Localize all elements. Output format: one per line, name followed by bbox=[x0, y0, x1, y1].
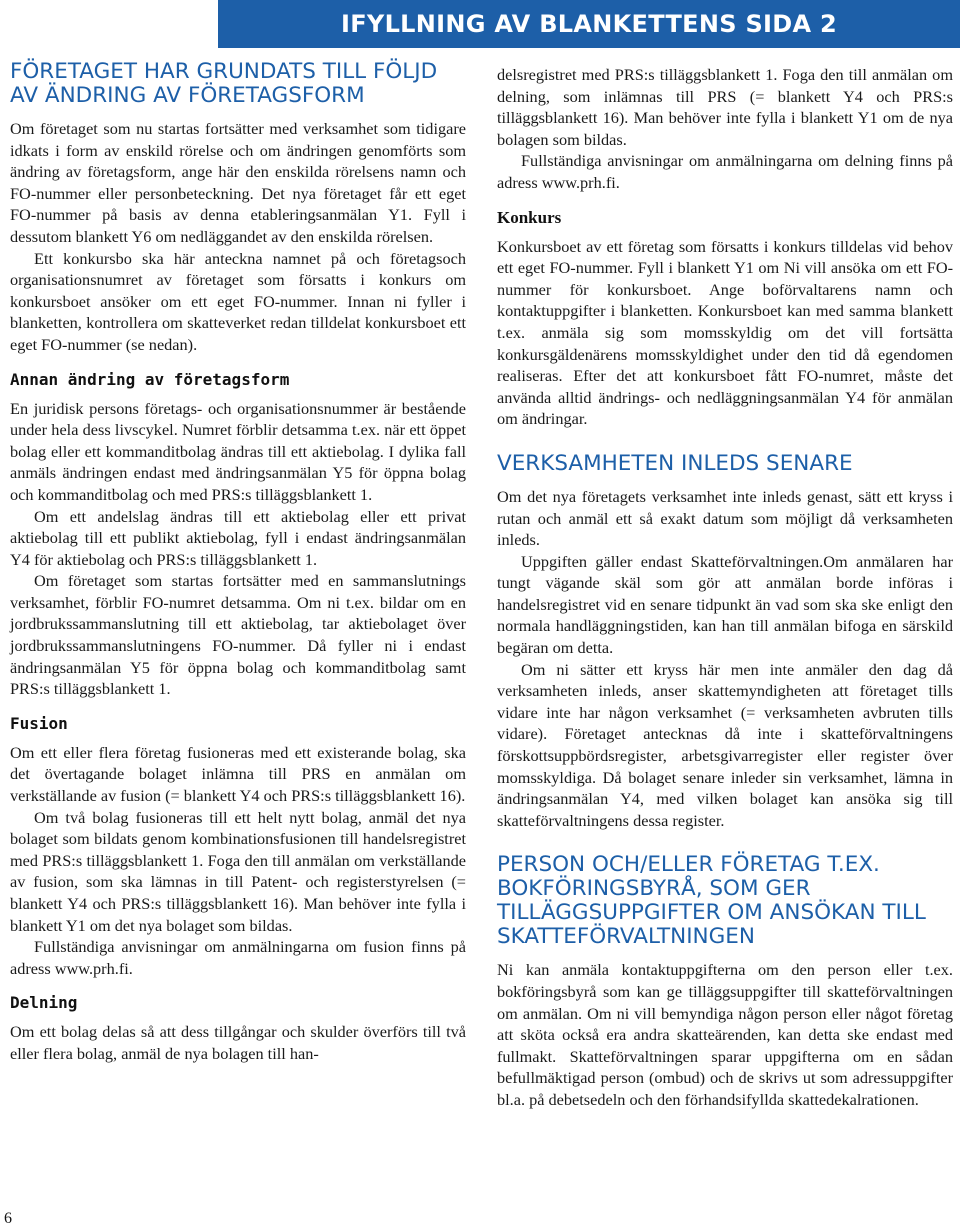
paragraph: Konkursboet av ett företag som försatts i konkurs tilldelas vid behov ett eget FO-nummer. Fyll i blankett Y1 om Ni vill ansöka om ett FO-nummer för konkursboet. Ange boförvaltarens namn och kontaktuppgifter i blanketten. Konkursboet kan med samma blankett t.ex. anmäla sig som momsskyldig om det vill fortsätta konkursgäldenärens momsskyldighet under den tid då egendomen realiseras. Efter det att konkursboet fått FO-numret, måste det använda alltid ändrings- och nedläggningsanmälan Y4 för anmälan om ändringar. bbox=[497, 236, 953, 429]
paragraph: Om det nya företagets verksamhet inte inleds genast, sätt ett kryss i rutan och anmäl ett så exakt datum som möjligt då verksamheten inleds. bbox=[497, 486, 953, 550]
page-header-banner bbox=[218, 0, 960, 48]
paragraph: Uppgiften gäller endast Skatteförvaltningen.Om anmälaren har tungt vägande skäl som gör att anmälan borde införas i handelsregistret vid en senare tidpunkt än vad som ska ske enligt den normala handläggningstiden, kan han till anmälan bifoga en särskild begäran om detta. bbox=[497, 551, 953, 658]
subheading-konkurs: Konkurs bbox=[497, 207, 562, 227]
section-heading-foretagsform: FÖRETAGET HAR GRUNDATS TILL FÖLJD AV ÄNDRING AV FÖRETAGSFORM bbox=[10, 59, 438, 108]
left-column bbox=[10, 60, 466, 1065]
section-heading-person-foretag: PERSON OCH/ELLER FÖRETAG T.EX. BOKFÖRINGSBYRÅ, SOM GER TILLÄGGSUPPGIFTER OM ANSÖKAN TILL SKATTEFÖRVALTNINGEN bbox=[497, 852, 926, 950]
right-column bbox=[497, 64, 953, 1111]
paragraph: Om ni sätter ett kryss här men inte anmäler den dag då verksamheten inleds, anser skattemyndigheten att företaget tills vidare inte har någon verksamhet (= verksamheten avbruten tills vidare). Företaget antecknas då inte i skatteförvaltningens förskottsuppbördsregister, arbetsgivarregister eller register över momsskyldiga. Då bolaget senare inleder sin verksamhet, lämna in ändringsanmälan Y4, med vilken bolaget kan ansöka sig till skatteförvaltningens dessa register. bbox=[497, 659, 953, 830]
subheading-annan-andring: Annan ändring av företagsform bbox=[10, 369, 290, 389]
paragraph: Fullständiga anvisningar om anmälningarna om delning finns på adress www.prh.fi. bbox=[497, 151, 953, 192]
page-number: 6 bbox=[4, 1210, 12, 1227]
paragraph: Om ett andelslag ändras till ett aktiebolag eller ett privat aktiebolag till ett publikt aktiebolag, fyll i endast ändringsanmälan Y4 för aktiebolag och PRS:s tilläggsblankett 1. bbox=[10, 506, 466, 569]
paragraph: delsregistret med PRS:s tilläggsblankett 1. Foga den till anmälan om delning, som inlämnas till PRS (= blankett Y4 och PRS:s tilläggsblankett 16). Man behöver inte fylla i blankett Y1 om de nya bolagen som bildas. bbox=[497, 65, 953, 149]
paragraph: Om företaget som startas fortsätter med en sammanslutnings verksamhet, förblir FO-numret detsamma. Om ni t.ex. bildar om en jordbrukssammanslutning till ett aktiebolag, tar aktiebolaget över jordbrukssammanslutningens FO-nummer. Då fyller ni i endast ändringsanmälan Y5 för öppna bolag och kommanditbolag samt PRS:s tilläggsblankett 1. bbox=[10, 571, 466, 699]
paragraph: Fullständiga anvisningar om anmälningarna om fusion finns på adress www.prh.fi. bbox=[10, 937, 466, 978]
paragraph: En juridisk persons företags- och organisationsnummer är bestående under hela dess livscykel. Numret förblir detsamma t.ex. när ett öppet bolag eller ett kommanditbolag ändras till ett aktiebolag. I dylika fall anmäls ändringen endast med ändringsanmälan Y5 för öppna bolag och kommanditbolag och med PRS:s tilläggsblankett 1. bbox=[10, 398, 466, 504]
paragraph: Om företaget som nu startas fortsätter med verksamhet som tidigare idkats i form av enskild rörelse och om ändringen genomförts som ändring av företagsform, ange här den enskilda rörelsens namn och FO-nummer eller personbeteckning. Det nya företaget får ett eget FO-nummer på basis av denna etableringsanmälan Y1. Fyll i dessutom blankett Y6 om nedläggandet av den enskilda rörelsen. bbox=[10, 119, 466, 246]
paragraph: Om ett bolag delas så att dess tillgångar och skulder överförs till två eller flera bolag, anmäl de nya bolagen till han- bbox=[10, 1022, 466, 1063]
paragraph: Om ett eller flera företag fusioneras med ett existerande bolag, ska det övertagande bolaget inlämna till PRS en anmälan om verkställande av fusion (= blankett Y4 och PRS:s tilläggsblankett 16). bbox=[10, 742, 466, 806]
paragraph: Om två bolag fusioneras till ett helt nytt bolag, anmäl det nya bolaget som bildats genom kombinationsfusionen till handelsregistret med PRS:s tilläggsblankett 1. Foga den till anmälan om verkställande av fusion, som ska lämnas in till Patent- och registerstyrelsen (= blankett Y4 och PRS:s tilläggsblankett 16). Man behöver inte fylla i blankett Y1 om det nya bolaget som bildas. bbox=[10, 807, 466, 935]
paragraph: Ni kan anmäla kontaktuppgifterna om den person eller t.ex. bokföringsbyrå som kan ge tilläggsuppgifter till skatteförvaltningen om anmälan. Om ni vill bemyndiga någon person eller något företag att sköta också era andra skatteärenden, kan detta ske endast med fullmakt. Skatteförvaltningen sparar uppgifterna om en sådan befullmäktigad person (ombud) och de skrivs ut som adressuppgifter bl.a. på debetsedeln och den förhandsifyllda skattedekalrationen. bbox=[497, 960, 953, 1109]
section-heading-verksamheten: VERKSAMHETEN INLEDS SENARE bbox=[497, 450, 853, 476]
paragraph: Ett konkursbo ska här anteckna namnet på och företagsoch organisationsnumret av företaget som försatts i konkurs om konkursboet ansöker om ett eget FO-nummer. Innan ni fyller i blanketten, kontrollera om skatteverket redan tilldelat konkursboet ett eget FO-nummer (se nedan). bbox=[10, 248, 466, 354]
subheading-fusion: Fusion bbox=[10, 713, 68, 733]
page-header-title: IFYLLNING AV BLANKETTENS SIDA 2 bbox=[340, 10, 838, 38]
subheading-delning: Delning bbox=[10, 993, 78, 1013]
